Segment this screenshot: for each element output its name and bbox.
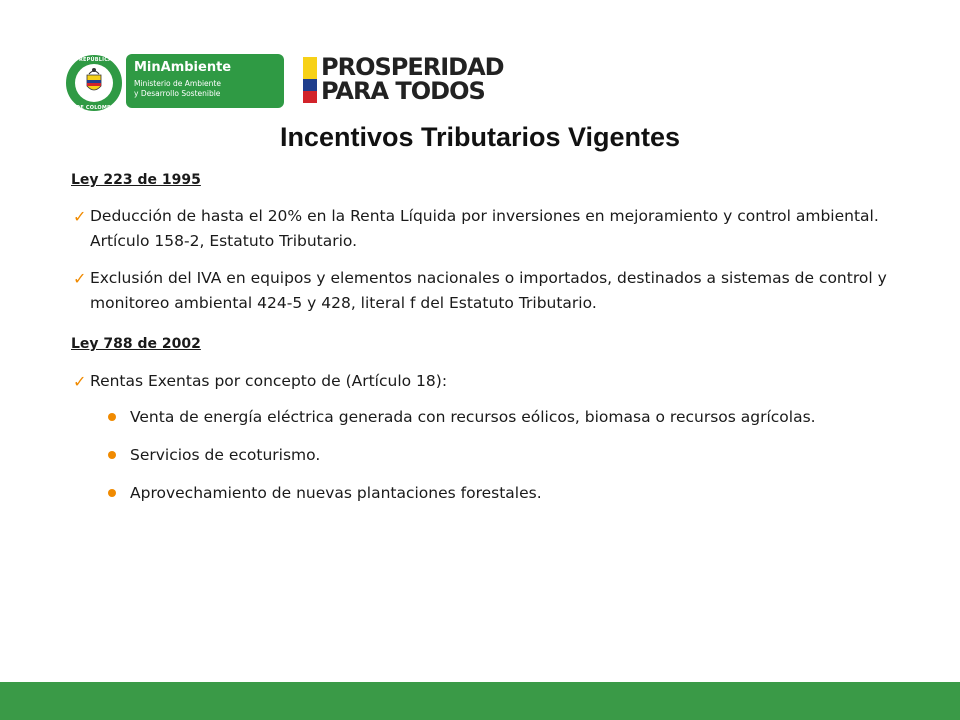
coat-of-arms-icon <box>75 64 113 102</box>
bullet-icon <box>108 451 116 459</box>
checkmark-icon: ✓ <box>73 207 87 226</box>
colombia-flag-icon <box>303 57 317 103</box>
ministry-subtitle-line1: Ministerio de Ambiente <box>134 79 221 88</box>
section-heading-ley-223: Ley 223 de 1995 <box>71 172 201 188</box>
prosperidad-logo <box>321 55 504 103</box>
sub-list-item <box>107 481 927 506</box>
sub-list-item-text: Venta de energía eléctrica generada con recursos eólicos, biomasa o recursos agrícolas. <box>130 408 816 426</box>
checkmark-icon: ✓ <box>73 269 87 288</box>
list-item-text: Rentas Exentas por concepto de (Artículo 18): <box>90 372 448 390</box>
sub-list-item <box>107 405 927 430</box>
list-item <box>73 369 903 394</box>
sub-list-item-text: Servicios de ecoturismo. <box>130 446 321 464</box>
checkmark-icon: ✓ <box>73 372 87 391</box>
bullet-icon <box>108 413 116 421</box>
list-item-text: Exclusión del IVA en equipos y elementos nacionales o importados, destinados a sistemas de control y monitoreo ambiental 424-5 y 428, literal f del Estatuto Tributario. <box>90 269 887 312</box>
page-title: Incentivos Tributarios Vigentes <box>279 122 681 152</box>
list-item <box>73 266 903 316</box>
slogan-line2: PARA TODOS <box>321 77 485 105</box>
colombia-seal-logo <box>66 55 122 111</box>
sub-list-item <box>107 443 927 468</box>
minambiente-logo <box>126 54 284 108</box>
ministry-subtitle-line2: y Desarrollo Sostenible <box>134 89 221 98</box>
seal-bottom-text: DE COLOMBIA <box>76 105 118 111</box>
sub-list-item-text: Aprovechamiento de nuevas plantaciones forestales. <box>130 484 542 502</box>
footer-bar <box>0 682 960 720</box>
list-item-text: Deducción de hasta el 20% en la Renta Líquida por inversiones en mejoramiento y control ambiental. Artículo 158-2, Estatuto Tributario. <box>90 207 879 250</box>
ministry-name: MinAmbiente <box>134 60 232 75</box>
list-item <box>73 204 903 254</box>
section-heading-ley-788: Ley 788 de 2002 <box>71 336 201 352</box>
bullet-icon <box>108 489 116 497</box>
seal-top-text: REPÚBLICA <box>79 57 113 63</box>
ministry-subtitle <box>134 79 221 99</box>
slogan-line1: PROSPERIDAD <box>321 53 504 81</box>
